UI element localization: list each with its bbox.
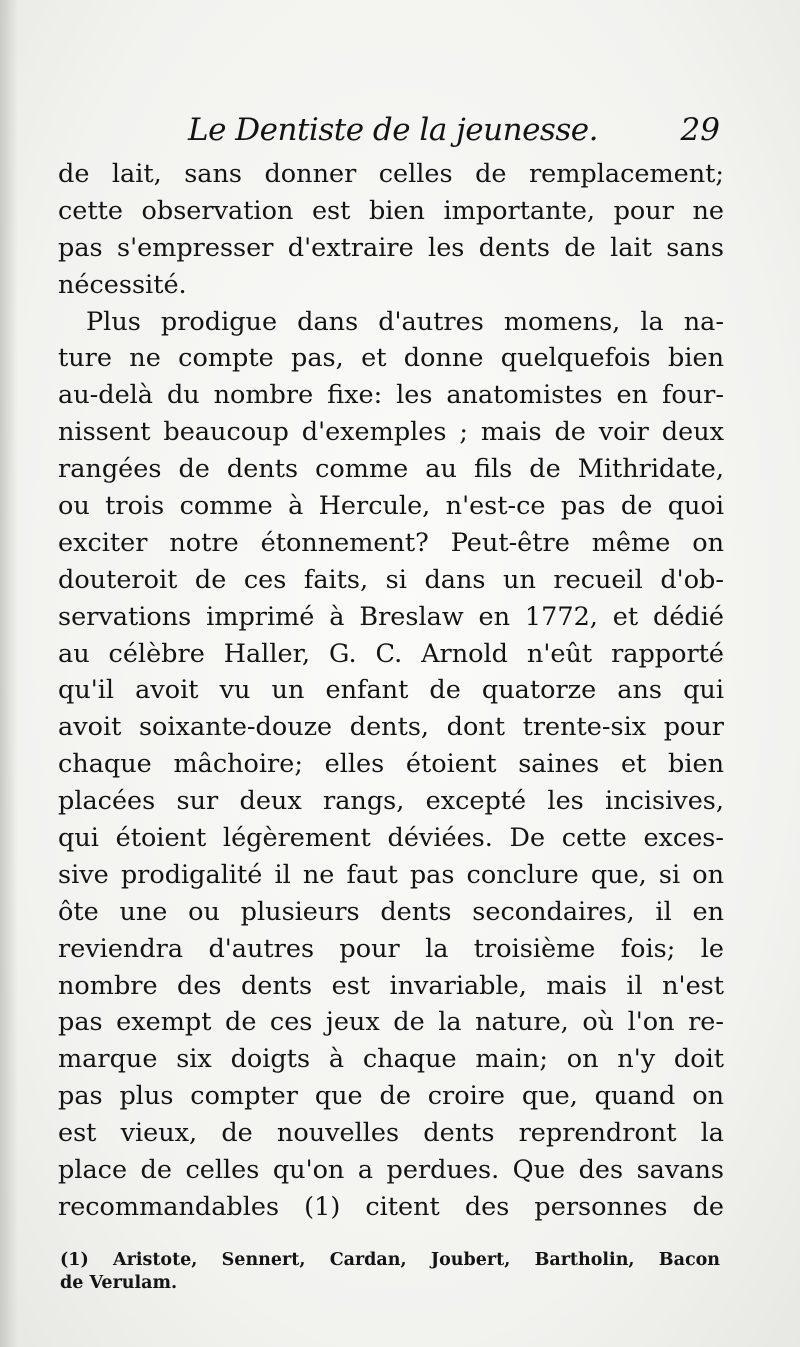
text-line: pas plus compter que de croire que, quand on — [58, 1081, 724, 1112]
text-line: ôte une ou plusieurs dents secondaires, il en — [58, 896, 724, 927]
text-line: sive prodigalité il ne faut pas conclure que, si on — [58, 859, 724, 890]
text-line: recommandables (1) citent des personnes de — [58, 1191, 724, 1222]
text-line: nissent beaucoup d'exemples ; mais de voir deux — [58, 417, 724, 448]
text-line: placées sur deux rangs, excepté les incisives, — [58, 786, 724, 817]
text-line: ou trois comme à Hercule, n'est-ce pas de quoi — [58, 491, 724, 522]
text-line: cette observation est bien importante, pour ne — [58, 195, 724, 226]
text-line: au-delà du nombre fixe: les anatomistes en four- — [58, 380, 724, 411]
text-line: douteroit de ces faits, si dans un recueil d'ob- — [58, 564, 724, 595]
text-line: ture ne compte pas, et donne quelquefois bien — [58, 343, 724, 374]
footnote-line: (1) Aristote, Sennert, Cardan, Joubert, Bartholin, Bacon — [60, 1250, 720, 1270]
text-line: chaque mâchoire; elles étoient saines et bien — [58, 749, 724, 780]
text-line: servations imprimé à Breslaw en 1772, et dédié — [58, 601, 724, 632]
text-line: avoit soixante-douze dents, dont trente-six pour — [58, 712, 724, 743]
text-line: exciter notre étonnement? Peut-être même on — [58, 527, 724, 558]
page-gutter-shadow — [0, 0, 18, 1347]
text-line: au célèbre Haller, G. C. Arnold n'eût rapporté — [58, 638, 724, 669]
text-line: de lait, sans donner celles de remplacement; — [58, 159, 724, 189]
text-line: est vieux, de nouvelles dents reprendront la — [58, 1118, 724, 1149]
text-line: qu'il avoit vu un enfant de quatorze ans qui — [58, 675, 724, 706]
running-title: Le Dentiste de la jeunesse. — [188, 112, 598, 148]
page-number: 29 — [680, 112, 720, 148]
text-line: pas exempt de ces jeux de la nature, où l'on re- — [58, 1007, 724, 1038]
text-line: rangées de dents comme au fils de Mithridate, — [58, 454, 724, 485]
text-line: Plus prodigue dans d'autres momens, la na- — [86, 306, 724, 337]
text-line: marque six doigts à chaque main; on n'y doit — [58, 1044, 724, 1075]
text-line: nombre des dents est invariable, mais il n'est — [58, 970, 724, 1001]
body-text — [58, 156, 724, 1226]
text-line: pas s'empresser d'extraire les dents de lait sans — [58, 232, 724, 263]
footnote-line: de Verulam. — [60, 1273, 178, 1293]
text-line: place de celles qu'on a perdues. Que des savans — [58, 1155, 724, 1186]
page-header — [60, 112, 720, 152]
text-line: nécessité. — [58, 269, 187, 300]
text-line: qui étoient légèrement déviées. De cette exces- — [58, 823, 724, 854]
footnote — [60, 1249, 720, 1295]
text-line: reviendra d'autres pour la troisième fois; le — [58, 933, 724, 964]
